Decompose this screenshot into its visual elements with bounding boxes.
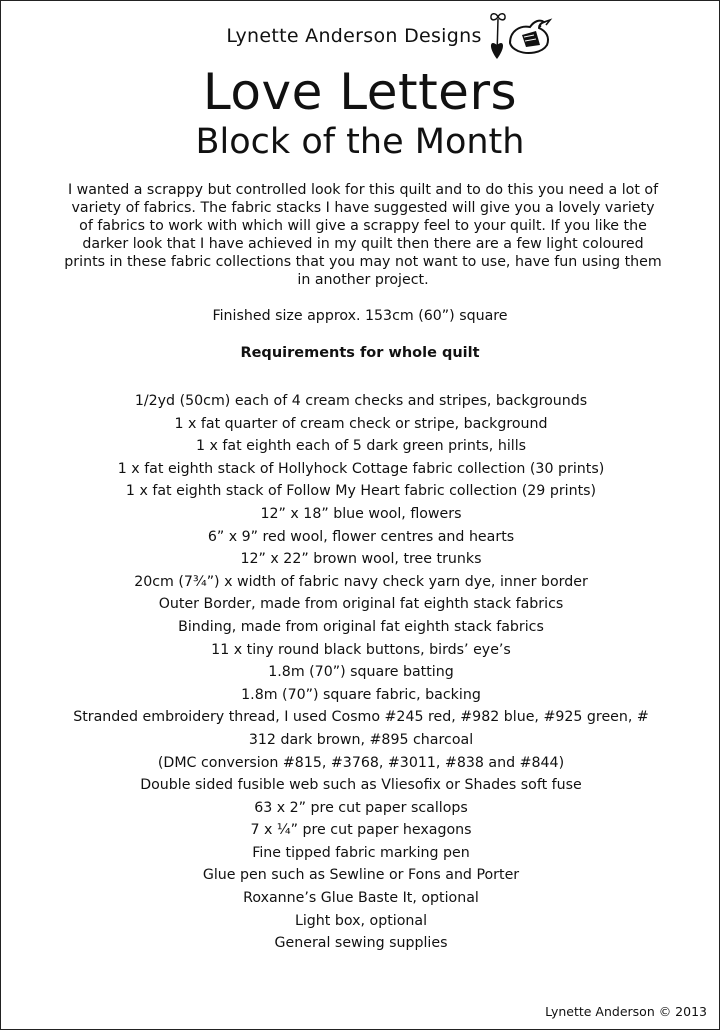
list-item: 20cm (7¾”) x width of fabric navy check yarn dye, inner border xyxy=(134,573,588,590)
list-item: 6” x 9” red wool, flower centres and hearts xyxy=(207,528,515,545)
list-item: 1.8m (70”) square batting xyxy=(268,664,454,681)
list-item: 1 x fat eighth stack of Follow My Heart fabric collection (29 prints) xyxy=(125,483,597,500)
list-item: Outer Border, made from original fat eighth stack fabrics xyxy=(158,596,564,613)
list-item: Glue pen such as Sewline or Fons and Porter xyxy=(202,867,520,884)
page-title: Love Letters xyxy=(202,63,518,121)
list-item: 12” x 22” brown wool, tree trunks xyxy=(240,551,482,568)
page-subtitle: Block of the Month xyxy=(195,122,525,162)
list-item: 1/2yd (50cm) each of 4 cream checks and stripes, backgrounds xyxy=(134,393,588,409)
list-item: 312 dark brown, #895 charcoal xyxy=(248,731,474,748)
list-item: Binding, made from original fat eighth stack fabrics xyxy=(178,618,544,635)
list-item: Fine tipped fabric marking pen xyxy=(252,844,470,861)
list-item: 1 x fat quarter of cream check or stripe, background xyxy=(174,415,548,432)
list-item: 1 x fat eighth each of 5 dark green prints, hills xyxy=(195,438,527,455)
brand-header xyxy=(1,9,719,69)
requirements-list xyxy=(61,390,661,955)
list-item: Stranded embroidery thread, I used Cosmo #245 red, #982 blue, #925 green, # xyxy=(73,709,649,726)
list-item: Roxanne’s Glue Baste It, optional xyxy=(243,890,479,907)
list-item: Double sided fusible web such as Vliesofix or Shades soft fuse xyxy=(140,777,582,794)
list-item: 1 x fat eighth stack of Hollyhock Cottage fabric collection (30 prints) xyxy=(117,460,605,477)
list-item: General sewing supplies xyxy=(274,935,448,952)
copyright-footer: Lynette Anderson © 2013 xyxy=(545,1004,707,1019)
list-item: 63 x 2” pre cut paper scallops xyxy=(254,799,468,816)
bird-heart-icon xyxy=(484,9,554,69)
list-item: 11 x tiny round black buttons, birds’ eye’s xyxy=(211,641,511,658)
list-item: 12” x 18” blue wool, flowers xyxy=(260,505,462,522)
list-item: 7 x ¼” pre cut paper hexagons xyxy=(250,822,472,839)
finished-size: Finished size approx. 153cm (60”) square xyxy=(212,308,508,324)
intro-paragraph: I wanted a scrappy but controlled look for this quilt and to do this you need a lot of variety of fabrics. The fabric stacks I have suggested will give you a lovely variety of fabrics to work with which will give a scrappy feel to your quilt. If you like the darker look that I have achieved in my quilt then there are a few light coloured prints in these fabric collections that you may not want to use, have fun using them in another project. xyxy=(64,182,662,288)
list-item: Light box, optional xyxy=(294,912,428,929)
list-item: 1.8m (70”) square fabric, backing xyxy=(241,686,481,703)
list-item: (DMC conversion #815, #3768, #3011, #838 and #844) xyxy=(157,754,565,771)
requirements-heading: Requirements for whole quilt xyxy=(240,345,480,361)
brand-name: Lynette Anderson Designs xyxy=(226,25,482,47)
